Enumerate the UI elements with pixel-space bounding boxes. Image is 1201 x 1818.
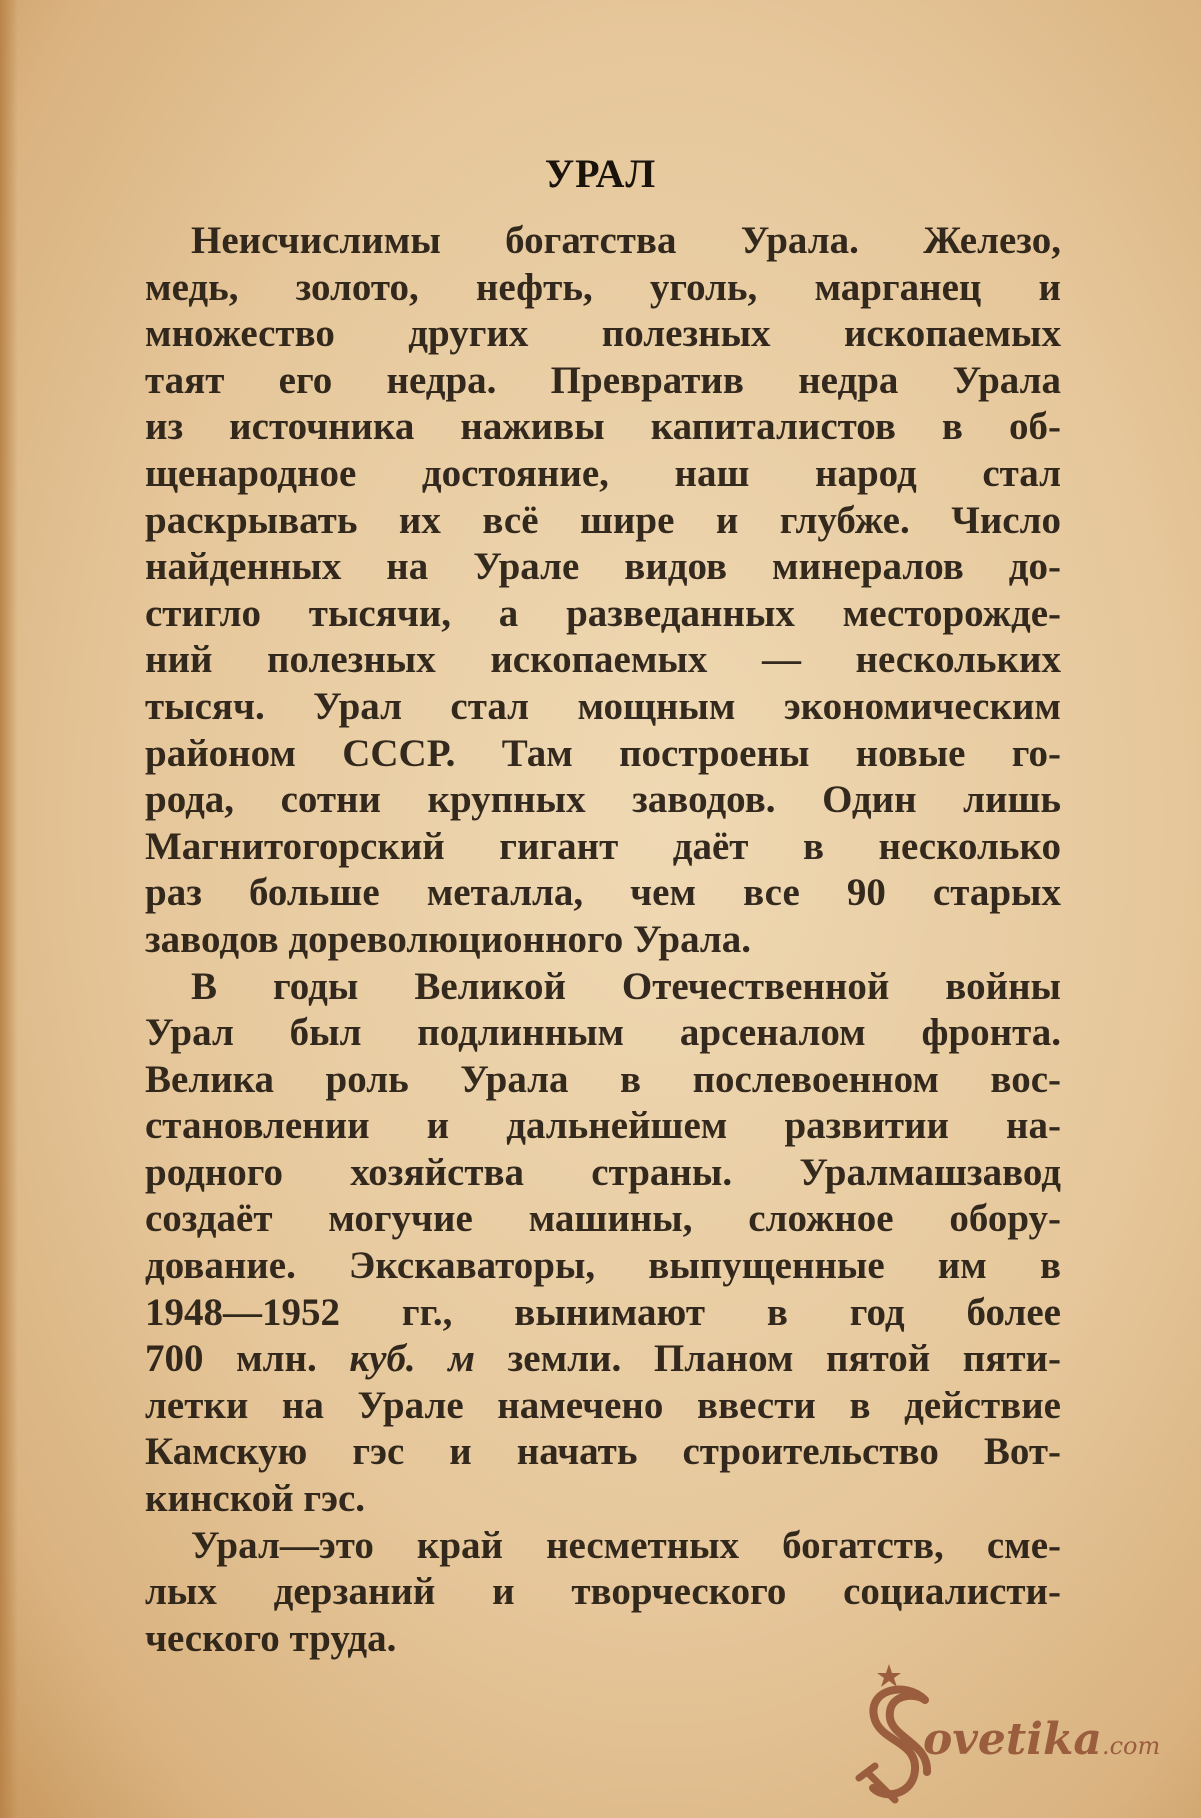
text-line: заводов дореволюционного Урала. xyxy=(145,917,752,961)
text-line: Камскую гэс и начать строительство Вот- xyxy=(145,1430,1061,1474)
text-line: множество других полезных ископаемых xyxy=(145,312,1061,356)
text-line: В годы Великой Отечественной войны xyxy=(191,964,1061,1008)
text-line: дование. Экскаваторы, выпущенные им в xyxy=(145,1244,1061,1288)
italic-unit: куб. м xyxy=(349,1337,476,1381)
watermark-brand: ovetika xyxy=(923,1714,1102,1765)
watermark-domain: .com xyxy=(1101,1732,1161,1760)
page-edge-shadow xyxy=(0,0,18,1818)
star-icon xyxy=(877,1664,901,1687)
watermark-text xyxy=(923,1714,1160,1765)
text-line: раз больше металла, чем все 90 старых xyxy=(145,871,1061,915)
text-line: стигло тысячи, а разведанных месторожде- xyxy=(145,591,1061,635)
text-line: щенародное достояние, наш народ стал xyxy=(145,451,1061,495)
text-line: становлении и дальнейшем развитии на- xyxy=(145,1104,1061,1148)
text-line: медь, золото, нефть, уголь, марганец и xyxy=(145,265,1061,309)
text-line: Магнитогорский гигант даёт в несколько xyxy=(145,824,1061,868)
text-line: ческого труда. xyxy=(145,1616,397,1660)
text-line: районом СССР. Там построены новые го- xyxy=(145,731,1061,775)
text-line: летки на Урале намечено ввести в действие xyxy=(145,1383,1061,1427)
text-line xyxy=(145,1336,1061,1383)
text-line: создаёт могучие машины, сложное обору- xyxy=(145,1197,1061,1241)
sovetika-watermark xyxy=(845,1660,1201,1810)
text-line: лых дерзаний и творческого социалисти- xyxy=(145,1570,1061,1614)
text-line: из источника наживы капиталистов в об- xyxy=(145,405,1061,449)
text-line: ний полезных ископаемых — нескольких xyxy=(145,638,1061,682)
body-text xyxy=(145,218,1061,1662)
text-fragment: 700 млн. xyxy=(145,1337,350,1381)
text-line: таят его недра. Превратив недра Урала xyxy=(145,358,1061,402)
text-line: Урал был подлинным арсеналом фронта. xyxy=(145,1011,1061,1055)
text-fragment: земли. Планом пятой пяти- xyxy=(475,1337,1061,1381)
page-title: УРАЛ xyxy=(544,151,657,196)
text-line: Велика роль Урала в послевоенном вос- xyxy=(145,1057,1061,1101)
text-line: тысяч. Урал стал мощным экономическим xyxy=(145,684,1061,728)
text-line: рода, сотни крупных заводов. Один лишь xyxy=(145,778,1061,822)
text-line: Неисчислимы богатства Урала. Железо, xyxy=(191,219,1061,262)
text-line: найденных на Урале видов минералов до- xyxy=(145,545,1061,589)
text-line: 1948—1952 гг., вынимают в год более xyxy=(145,1290,1061,1334)
text-line: Урал—это край несметных богатств, сме- xyxy=(191,1523,1061,1567)
text-line: родного хозяйства страны. Уралмашзавод xyxy=(145,1150,1061,1194)
text-line: кинской гэс. xyxy=(145,1477,366,1521)
text-line: раскрывать их всё шире и глубже. Число xyxy=(145,498,1061,542)
